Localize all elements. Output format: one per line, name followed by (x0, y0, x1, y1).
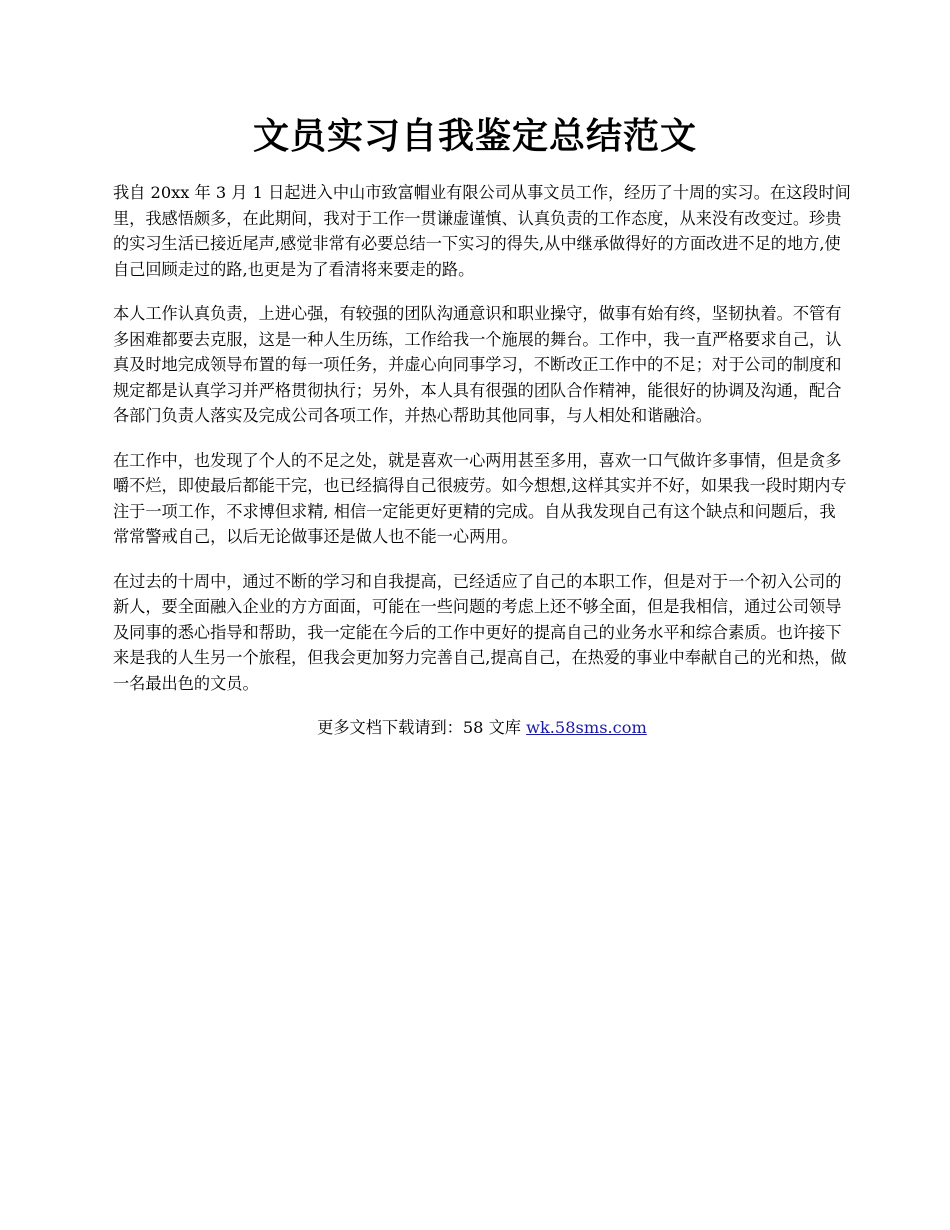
download-footer (113, 715, 851, 740)
footer-link[interactable]: wk.58sms.com (526, 718, 647, 737)
paragraph-1: 我自 20xx 年 3 月 1 日起进入中山市致富帽业有限公司从事文员工作，经历了十周的实习。在这段时间里，我感悟颇多，在此期间，我对于工作一贯谦虚谨慎、认真负责的工作态度，从来没有改变过。珍贵的实习生活已接近尾声,感觉非常有必要总结一下实习的得失,从中继承做得好的方面改进不足的地方,使自己回顾走过的路,也更是为了看清将来要走的路。 (113, 183, 851, 279)
paragraph-4: 在过去的十周中，通过不断的学习和自我提高，已经适应了自己的本职工作，但是对于一个初入公司的新人，要全面融入企业的方方面面，可能在一些问题的考虑上还不够全面，但是我相信，通过公司领导及同事的悉心指导和帮助，我一定能在今后的工作中更好的提高自己的业务水平和综合素质。也许接下来是我的人生另一个旅程，但我会更加努力完善自己,提高自己，在热爱的事业中奉献自己的光和热，做一名最出色的文员。 (113, 571, 847, 693)
document-body (113, 180, 851, 740)
document-title: 文员实习自我鉴定总结范文 (252, 115, 697, 157)
footer-prefix: 更多文档下载请到：58 文库 (317, 718, 527, 737)
paragraph-2: 本人工作认真负责，上进心强，有较强的团队沟通意识和职业操守，做事有始有终，坚韧执着。不管有多困难都要去克服，这是一种人生历练，工作给我一个施展的舞台。工作中，我一直严格要求自己，认真及时地完成领导布置的每一项任务，并虚心向同事学习，不断改正工作中的不足；对于公司的制度和规定都是认真学习并严格贯彻执行；另外，本人具有很强的团队合作精神，能很好的协调及沟通，配合各部门负责人落实及完成公司各项工作，并热心帮助其他同事，与人相处和谐融洽。 (113, 304, 842, 425)
paragraph-3: 在工作中，也发现了个人的不足之处，就是喜欢一心两用甚至多用，喜欢一口气做许多事情，但是贪多嚼不烂，即使最后都能干完，也已经搞得自己很疲劳。如今想想,这样其实并不好，如果我一段时期内专注于一项工作，不求博但求精, 相信一定能更好更精的完成。自从我发现自己有这个缺点和问题后，我常常警戒自己，以后无论做事还是做人也不能一心两用。 (113, 450, 847, 546)
